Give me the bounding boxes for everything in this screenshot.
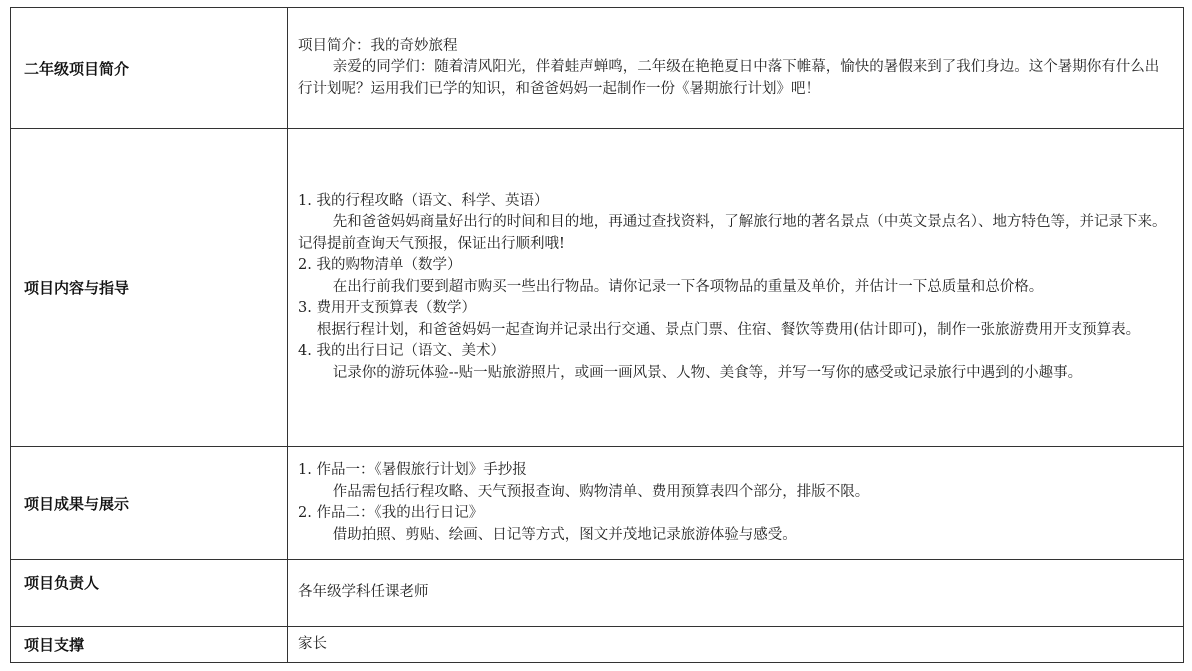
item-text: 在出行前我们要到超市购买一些出行物品。请你记录一下各项物品的重量及单价，并估计一下总质量和总价格。 xyxy=(332,278,1044,295)
item-heading: 1. 我的行程攻略（语文、科学、英语） xyxy=(298,192,549,209)
item-text: 根据行程计划，和爸爸妈妈一起查询并记录出行交通、景点门票、住宿、餐饮等费用(估计即可)，制作一张旅游费用开支预算表。 xyxy=(316,321,1141,338)
intro-title: 项目简介：我的奇妙旅程 xyxy=(298,37,458,54)
row-label-results: 项目成果与展示 xyxy=(11,447,288,560)
table-row xyxy=(11,129,1184,447)
table-row xyxy=(11,560,1184,627)
item-heading: 2. 我的购物清单（数学） xyxy=(298,257,462,274)
item-text: 先和爸爸妈妈商量好出行的时间和目的地，再通过查找资料，了解旅行地的著名景点（中英文景点名）、地方特色等，并记录下来。记得提前查询天气预报，保证出行顺利哦! xyxy=(298,214,1167,252)
row-content-support: 家长 xyxy=(288,627,1184,663)
row-content-guidance xyxy=(288,129,1184,447)
row-content-intro xyxy=(288,8,1184,129)
project-table xyxy=(10,7,1184,663)
intro-paragraph: 亲爱的同学们：随着清风阳光，伴着蛙声蝉鸣，二年级在艳艳夏日中落下帷幕，愉快的暑假来到了我们身边。这个暑期你有什么出行计划呢？运用我们已学的知识，和爸爸妈妈一起制作一份《暑期旅行计划》吧！ xyxy=(298,59,1160,97)
item-heading: 2. 作品二：《我的出行日记》 xyxy=(298,505,484,521)
row-label-intro: 二年级项目简介 xyxy=(11,8,288,129)
row-label-content: 项目内容与指导 xyxy=(11,129,288,447)
row-content-results xyxy=(288,447,1184,560)
table-row xyxy=(11,8,1184,129)
item-heading: 3. 费用开支预算表（数学） xyxy=(298,300,476,317)
table-row xyxy=(11,627,1184,663)
row-content-owner: 各年级学科任课老师 xyxy=(288,560,1184,627)
table-row xyxy=(11,447,1184,560)
row-label-owner: 项目负责人 xyxy=(11,560,288,627)
row-label-support: 项目支撑 xyxy=(11,627,288,663)
item-text: 记录你的游玩体验--贴一贴旅游照片，或画一画风景、人物、美食等，并写一写你的感受或记录旅行中遇到的小趣事。 xyxy=(332,364,1083,381)
item-heading: 4. 我的出行日记（语文、美术） xyxy=(298,343,505,360)
item-text: 借助拍照、剪贴、绘画、日记等方式，图文并茂地记录旅游体验与感受。 xyxy=(332,526,797,543)
item-heading: 1. 作品一：《暑假旅行计划》手抄报 xyxy=(298,462,527,478)
item-text: 作品需包括行程攻略、天气预报查询、购物清单、费用预算表四个部分，排版不限。 xyxy=(332,483,870,500)
